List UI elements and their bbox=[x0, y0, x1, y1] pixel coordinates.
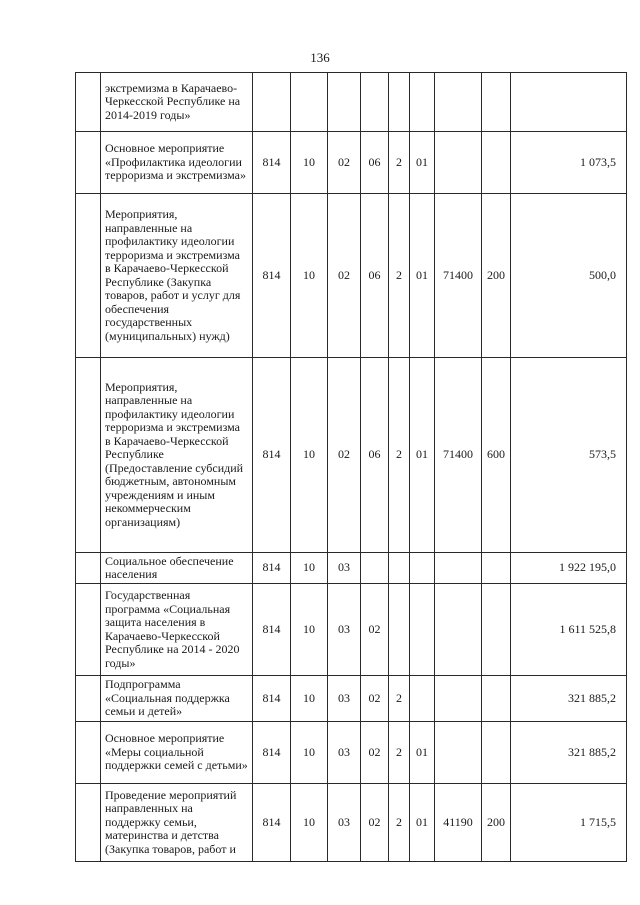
table-row bbox=[76, 132, 627, 194]
table-row bbox=[76, 73, 627, 132]
subprogram-code-cell: 2 bbox=[389, 194, 410, 358]
expense-type-cell bbox=[482, 584, 511, 676]
section-code-cell: 10 bbox=[291, 722, 328, 784]
amount-cell: 1 715,5 bbox=[511, 784, 627, 862]
section-code-cell bbox=[291, 73, 328, 132]
direction-code-cell: 71400 bbox=[435, 358, 482, 553]
measure-code-cell bbox=[410, 676, 435, 722]
table-row bbox=[76, 784, 627, 862]
amount-cell: 1 073,5 bbox=[511, 132, 627, 194]
section-code-cell: 10 bbox=[291, 676, 328, 722]
section-code-cell: 10 bbox=[291, 358, 328, 553]
subprogram-code-cell: 2 bbox=[389, 132, 410, 194]
table-row bbox=[76, 358, 627, 553]
program-code-cell: 02 bbox=[361, 784, 389, 862]
subprogram-code-cell bbox=[389, 553, 410, 584]
table-row bbox=[76, 553, 627, 584]
table-row bbox=[76, 676, 627, 722]
program-code-cell: 06 bbox=[361, 358, 389, 553]
expense-type-cell: 200 bbox=[482, 194, 511, 358]
amount-cell: 573,5 bbox=[511, 358, 627, 553]
subsection-code-cell: 03 bbox=[328, 584, 361, 676]
expense-type-cell: 600 bbox=[482, 358, 511, 553]
measure-code-cell bbox=[410, 553, 435, 584]
measure-code-cell: 01 bbox=[410, 132, 435, 194]
section-code-cell: 10 bbox=[291, 132, 328, 194]
subprogram-code-cell: 2 bbox=[389, 784, 410, 862]
subsection-code-cell bbox=[328, 73, 361, 132]
direction-code-cell bbox=[435, 132, 482, 194]
item-name-cell: Основное мероприятие «Меры социальной поддержки семей с детьми» bbox=[101, 722, 253, 784]
direction-code-cell: 41190 bbox=[435, 784, 482, 862]
program-code-cell: 06 bbox=[361, 132, 389, 194]
measure-code-cell: 01 bbox=[410, 194, 435, 358]
row-margin-cell bbox=[76, 358, 101, 553]
ved-code-cell bbox=[253, 73, 291, 132]
expense-type-cell bbox=[482, 722, 511, 784]
amount-cell: 321 885,2 bbox=[511, 722, 627, 784]
item-name-cell: экстремизма в Карачаево-Черкесской Республике на 2014-2019 годы» bbox=[101, 73, 253, 132]
item-name-cell: Государственная программа «Социальная защита населения в Карачаево-Черкесской Республике на 2014 - 2020 годы» bbox=[101, 584, 253, 676]
program-code-cell bbox=[361, 553, 389, 584]
measure-code-cell: 01 bbox=[410, 722, 435, 784]
subprogram-code-cell: 2 bbox=[389, 722, 410, 784]
expense-type-cell bbox=[482, 553, 511, 584]
section-code-cell: 10 bbox=[291, 784, 328, 862]
section-code-cell: 10 bbox=[291, 553, 328, 584]
expense-type-cell: 200 bbox=[482, 784, 511, 862]
subsection-code-cell: 02 bbox=[328, 132, 361, 194]
direction-code-cell bbox=[435, 722, 482, 784]
direction-code-cell bbox=[435, 676, 482, 722]
program-code-cell: 02 bbox=[361, 676, 389, 722]
section-code-cell: 10 bbox=[291, 584, 328, 676]
amount-cell bbox=[511, 73, 627, 132]
direction-code-cell bbox=[435, 553, 482, 584]
expense-type-cell bbox=[482, 73, 511, 132]
row-margin-cell bbox=[76, 676, 101, 722]
row-margin-cell bbox=[76, 553, 101, 584]
ved-code-cell: 814 bbox=[253, 584, 291, 676]
ved-code-cell: 814 bbox=[253, 784, 291, 862]
table-row bbox=[76, 194, 627, 358]
measure-code-cell: 01 bbox=[410, 784, 435, 862]
table-row bbox=[76, 584, 627, 676]
ved-code-cell: 814 bbox=[253, 676, 291, 722]
program-code-cell bbox=[361, 73, 389, 132]
program-code-cell: 06 bbox=[361, 194, 389, 358]
measure-code-cell bbox=[410, 73, 435, 132]
row-margin-cell bbox=[76, 784, 101, 862]
item-name-cell: Проведение мероприятий направленных на поддержку семьи, материнства и детства (Закупка товаров, работ и bbox=[101, 784, 253, 862]
item-name-cell: Социальное обеспечение населения bbox=[101, 553, 253, 584]
item-name-cell: Подпрограмма «Социальная поддержка семьи и детей» bbox=[101, 676, 253, 722]
program-code-cell: 02 bbox=[361, 584, 389, 676]
measure-code-cell bbox=[410, 584, 435, 676]
ved-code-cell: 814 bbox=[253, 722, 291, 784]
measure-code-cell: 01 bbox=[410, 358, 435, 553]
item-name-cell: Основное мероприятие «Профилактика идеологии терроризма и экстремизма» bbox=[101, 132, 253, 194]
amount-cell: 321 885,2 bbox=[511, 676, 627, 722]
row-margin-cell bbox=[76, 722, 101, 784]
subprogram-code-cell: 2 bbox=[389, 676, 410, 722]
page-number: 136 bbox=[310, 50, 330, 65]
amount-cell: 1 922 195,0 bbox=[511, 553, 627, 584]
program-code-cell: 02 bbox=[361, 722, 389, 784]
expense-type-cell bbox=[482, 132, 511, 194]
direction-code-cell bbox=[435, 584, 482, 676]
ved-code-cell: 814 bbox=[253, 553, 291, 584]
expense-type-cell bbox=[482, 676, 511, 722]
budget-table bbox=[75, 72, 627, 862]
subsection-code-cell: 02 bbox=[328, 194, 361, 358]
subsection-code-cell: 03 bbox=[328, 553, 361, 584]
amount-cell: 500,0 bbox=[511, 194, 627, 358]
subprogram-code-cell bbox=[389, 584, 410, 676]
subprogram-code-cell bbox=[389, 73, 410, 132]
subsection-code-cell: 03 bbox=[328, 722, 361, 784]
row-margin-cell bbox=[76, 194, 101, 358]
row-margin-cell bbox=[76, 584, 101, 676]
ved-code-cell: 814 bbox=[253, 132, 291, 194]
direction-code-cell bbox=[435, 73, 482, 132]
item-name-cell: Мероприятия, направленные на профилактику идеологии терроризма и экстремизма в Карачаево-Черкесской Республике (Предоставление субсидий бюджетным, автономным учреждениям и иным некоммерческим организациям) bbox=[101, 358, 253, 553]
row-margin-cell bbox=[76, 132, 101, 194]
direction-code-cell: 71400 bbox=[435, 194, 482, 358]
amount-cell: 1 611 525,8 bbox=[511, 584, 627, 676]
row-margin-cell bbox=[76, 73, 101, 132]
subsection-code-cell: 02 bbox=[328, 358, 361, 553]
table-row bbox=[76, 722, 627, 784]
ved-code-cell: 814 bbox=[253, 194, 291, 358]
subsection-code-cell: 03 bbox=[328, 676, 361, 722]
ved-code-cell: 814 bbox=[253, 358, 291, 553]
item-name-cell: Мероприятия, направленные на профилактику идеологии терроризма и экстремизма в Карачаево-Черкесской Республике (Закупка товаров, работ и услуг для обеспечения государственных (муниципальных) нужд) bbox=[101, 194, 253, 358]
section-code-cell: 10 bbox=[291, 194, 328, 358]
subsection-code-cell: 03 bbox=[328, 784, 361, 862]
subprogram-code-cell: 2 bbox=[389, 358, 410, 553]
